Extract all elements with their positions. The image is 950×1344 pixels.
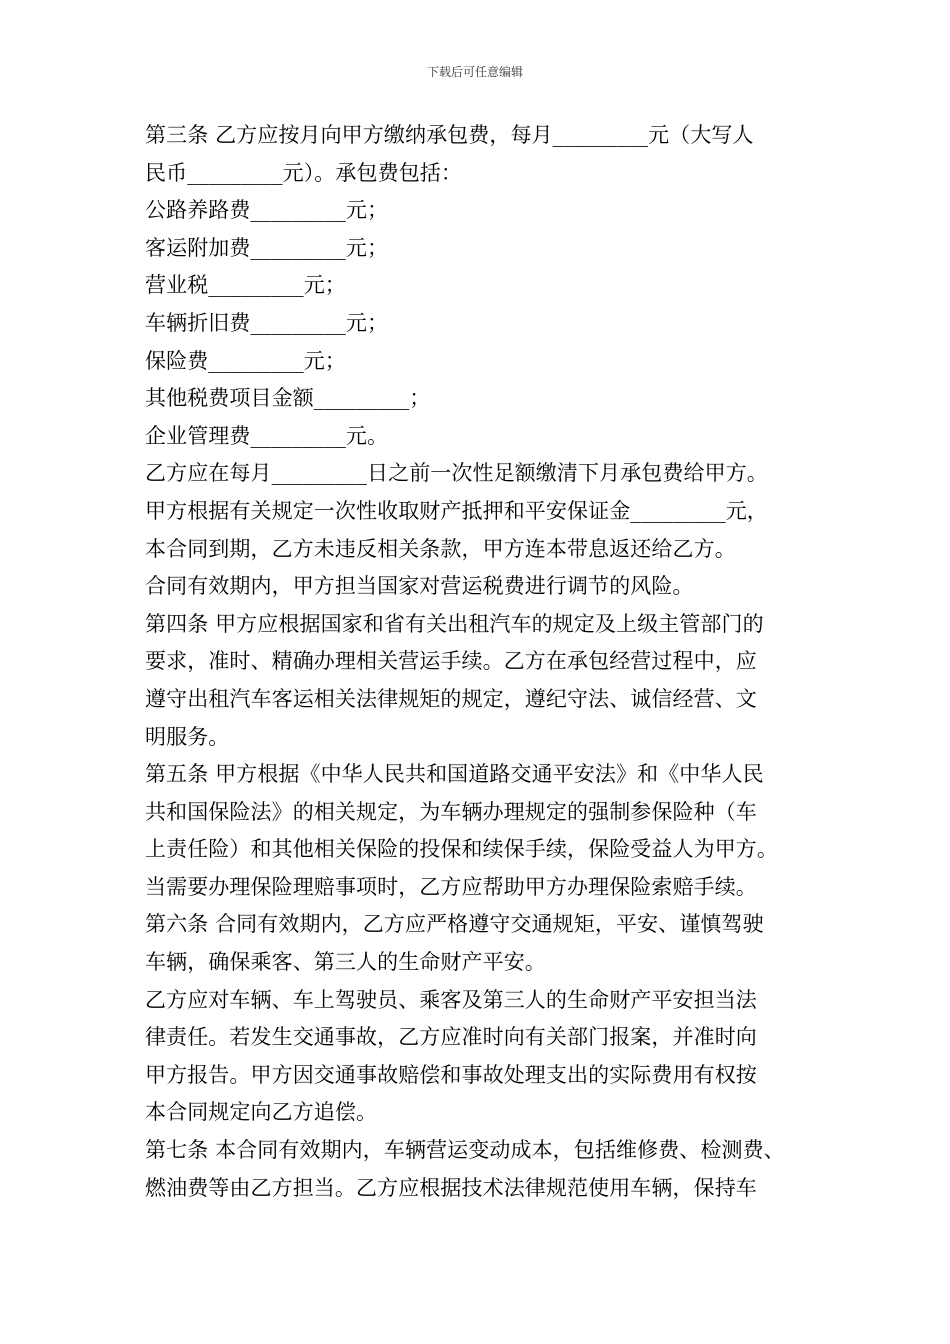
text-line: 第六条 合同有效期内，乙方应严格遵守交通规矩，平安、谨慎驾驶 xyxy=(145,912,764,937)
text-line: 甲方报告。甲方因交通事故赔偿和事故处理支出的实际费用有权按 xyxy=(145,1062,757,1087)
text-line: 公路养路费_________元； xyxy=(145,198,389,223)
text-line: 第五条 甲方根据《中华人民共和国道路交通平安法》和《中华人民 xyxy=(145,762,764,787)
text-line: 本合同到期，乙方未违反相关条款，甲方连本带息返还给乙方。 xyxy=(145,536,736,561)
text-line: 本合同规定向乙方追偿。 xyxy=(145,1100,378,1125)
text-line: 营业税_________元； xyxy=(145,273,346,298)
text-line: 车辆，确保乘客、第三人的生命财产平安。 xyxy=(145,950,546,975)
text-line: 第四条 甲方应根据国家和省有关出租汽车的规定及上级主管部门的 xyxy=(145,611,764,636)
page-header: 下载后可任意编辑 xyxy=(426,65,523,79)
text-line: 上责任险）和其他相关保险的投保和续保手续，保险受益人为甲方。 xyxy=(145,837,778,862)
text-line: 第七条 本合同有效期内，车辆营运变动成本，包括维修费、检测费、 xyxy=(145,1138,785,1163)
text-line: 乙方应在每月_________日之前一次性足额缴清下月承包费给甲方。 xyxy=(145,461,768,486)
text-line: 律责任。若发生交通事故，乙方应准时向有关部门报案，并准时向 xyxy=(145,1025,757,1050)
text-line: 其他税费项目金额_________； xyxy=(145,386,431,411)
text-line: 当需要办理保险理赔事项时，乙方应帮助甲方办理保险索赔手续。 xyxy=(145,874,757,899)
text-line: 民币_________元）。承包费包括： xyxy=(145,160,462,185)
text-line: 乙方应对车辆、车上驾驶员、乘客及第三人的生命财产平安担当法 xyxy=(145,987,757,1012)
text-line: 明服务。 xyxy=(145,724,230,749)
text-line: 共和国保险法》的相关规定，为车辆办理规定的强制参保险种（车 xyxy=(145,799,757,824)
document-body xyxy=(145,117,825,1207)
text-line: 企业管理费_________元。 xyxy=(145,423,389,448)
text-line: 车辆折旧费_________元； xyxy=(145,310,389,335)
text-line: 遵守出租汽车客运相关法律规矩的规定，遵纪守法、诚信经营、文 xyxy=(145,686,757,711)
text-line: 甲方根据有关规定一次性收取财产抵押和平安保证金_________元， xyxy=(145,498,768,523)
text-line: 合同有效期内，甲方担当国家对营运税费进行调节的风险。 xyxy=(145,574,694,599)
text-line: 客运附加费_________元； xyxy=(145,235,389,260)
text-line: 要求，准时、精确办理相关营运手续。乙方在承包经营过程中，应 xyxy=(145,649,757,674)
text-line: 保险费_________元； xyxy=(145,348,346,373)
text-line: 第三条 乙方应按月向甲方缴纳承包费，每月_________元（大写人 xyxy=(145,123,754,147)
text-line: 燃油费等由乙方担当。乙方应根据技术法律规范使用车辆，保持车 xyxy=(145,1175,757,1200)
